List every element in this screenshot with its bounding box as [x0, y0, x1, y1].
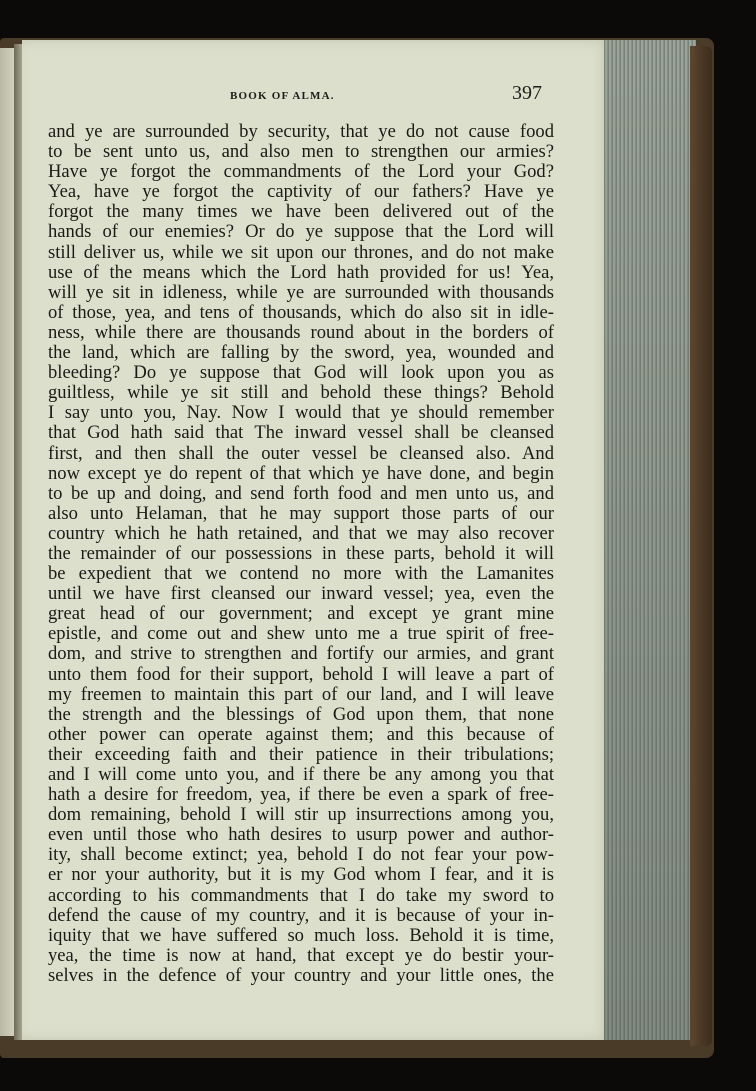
- text-line: ity, shall become extinct; yea, behold I do not fear your pow-: [48, 844, 554, 866]
- text-line: great head of our government; and except ye grant mine: [48, 603, 554, 625]
- page-number: 397: [512, 82, 542, 104]
- text-line: defend the cause of my country, and it is because of your in-: [48, 904, 554, 926]
- text-line: the remainder of our possessions in these parts, behold it will: [48, 542, 554, 564]
- back-board: [690, 46, 712, 1046]
- text-line: according to his commandments that I do take my sword to: [48, 884, 554, 906]
- text-line: their exceeding faith and their patience in their tribulations;: [48, 743, 554, 765]
- text-line: first, and then shall the outer vessel be cleansed also. And: [48, 442, 554, 464]
- text-line: and ye are surrounded by security, that ye do not cause food: [48, 121, 554, 142]
- text-line: to be sent unto us, and also men to strengthen our armies?: [48, 141, 554, 163]
- text-line: and I will come unto you, and if there be any among you that: [48, 764, 554, 785]
- text-line: hath a desire for freedom, yea, if there be even a spark of free-: [48, 784, 554, 806]
- text-line: guiltless, while ye sit still and behold these things? Behold: [48, 382, 554, 404]
- text-line: even until those who hath desires to usurp power and author-: [48, 824, 554, 846]
- text-line: other power can operate against them; and this because of: [48, 723, 554, 745]
- text-line: use of the means which the Lord hath provided for us! Yea,: [48, 261, 554, 283]
- text-line: ness, while there are thousands round about in the borders of: [48, 321, 554, 343]
- text-line: of those, yea, and tens of thousands, which do also sit in idle-: [48, 301, 554, 323]
- text-line: dom remaining, behold I will stir up insurrections among you,: [48, 804, 554, 826]
- text-line: hands of our enemies? Or do ye suppose that the Lord will: [48, 221, 554, 243]
- text-line: the land, which are falling by the sword, yea, wounded and: [48, 342, 554, 364]
- text-line: unto them food for their support, behold I will leave a part of: [48, 663, 554, 685]
- page-block-edges: [604, 40, 696, 1040]
- text-line: my freemen to maintain this part of our land, and I will leave: [48, 683, 554, 705]
- text-line: until we have first cleansed our inward vessel; yea, even the: [48, 583, 554, 605]
- text-line: dom, and strive to strengthen and fortify our armies, and grant: [48, 643, 554, 665]
- text-line: still deliver us, while we sit upon our thrones, and do not make: [48, 241, 554, 263]
- running-head: BOOK OF ALMA.: [230, 90, 335, 102]
- text-line: will ye sit in idleness, while ye are surrounded with thousands: [48, 281, 554, 303]
- text-line: Have ye forgot the commandments of the Lord your God?: [48, 161, 554, 183]
- text-line: that God hath said that The inward vessel shall be cleansed: [48, 422, 554, 444]
- text-line: forgot the many times we have been delivered out of the: [48, 201, 554, 223]
- text-line: the strength and the blessings of God upon them, that none: [48, 703, 554, 725]
- text-line: iquity that we have suffered so much loss. Behold it is time,: [48, 924, 554, 946]
- text-line: I say unto you, Nay. Now I would that ye should remember: [48, 402, 554, 424]
- text-line: now except ye do repent of that which ye have done, and begin: [48, 462, 554, 484]
- text-line: be expedient that we contend no more with the Lamanites: [48, 563, 554, 585]
- text-line: also unto Helaman, that he may support those parts of our: [48, 502, 554, 524]
- text-line: bleeding? Do ye suppose that God will look upon you as: [48, 362, 554, 384]
- body-text: [48, 122, 554, 986]
- text-line: country which he hath retained, and that we may also recover: [48, 522, 554, 544]
- text-line: selves in the defence of your country and your little ones, the: [48, 964, 554, 986]
- text-line: to be up and doing, and send forth food and men unto us, and: [48, 482, 554, 504]
- text-line: epistle, and come out and shew unto me a true spirit of free-: [48, 623, 554, 645]
- text-line: Yea, have ye forgot the captivity of our fathers? Have ye: [48, 181, 554, 203]
- text-line: er nor your authority, but it is my God whom I fear, and it is: [48, 864, 554, 886]
- text-line: yea, the time is now at hand, that except ye do bestir your-: [48, 944, 554, 966]
